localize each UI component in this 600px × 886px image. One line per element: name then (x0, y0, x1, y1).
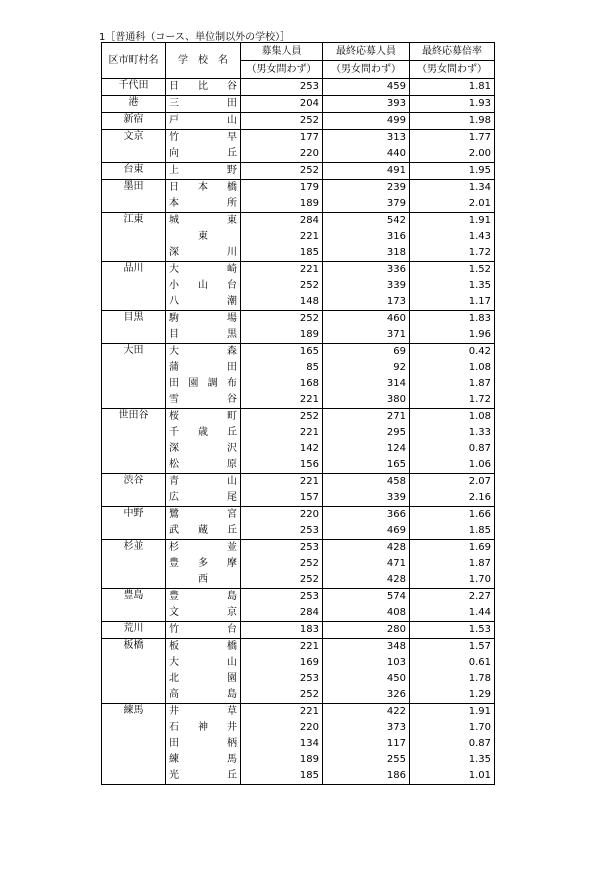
district-cell: 千代田 (102, 79, 166, 96)
ratio-cell: 0.61 (410, 655, 495, 671)
school-name-cell: 大山 (166, 655, 241, 671)
applicants-cell: 336 (323, 262, 410, 279)
table-row (102, 752, 495, 768)
capacity-cell: 189 (241, 752, 323, 768)
ratio-cell: 1.98 (410, 113, 495, 130)
ratio-cell: 1.87 (410, 556, 495, 572)
school-name-cell: 向丘 (166, 146, 241, 163)
table-row (102, 294, 495, 311)
school-name-cell: 光丘 (166, 768, 241, 785)
ratio-cell: 1.17 (410, 294, 495, 311)
ratio-cell: 0.42 (410, 344, 495, 361)
district-cell: 渋谷 (102, 474, 166, 491)
capacity-cell: 221 (241, 474, 323, 491)
table-row (102, 344, 495, 361)
applicants-cell: 491 (323, 163, 410, 180)
school-name-cell: 井草 (166, 704, 241, 721)
ratio-cell: 2.01 (410, 196, 495, 213)
ratio-cell: 2.07 (410, 474, 495, 491)
applicants-cell: 408 (323, 605, 410, 622)
table-row (102, 327, 495, 344)
table-row (102, 180, 495, 197)
school-name-cell: 東 (166, 229, 241, 245)
table-row (102, 720, 495, 736)
ratio-cell: 1.08 (410, 360, 495, 376)
school-name-cell: 大森 (166, 344, 241, 361)
table-header (102, 43, 495, 79)
school-name-cell: 練馬 (166, 752, 241, 768)
capacity-cell: 253 (241, 523, 323, 540)
applicants-cell: 92 (323, 360, 410, 376)
table-row (102, 376, 495, 392)
ratio-cell: 0.87 (410, 736, 495, 752)
capacity-cell: 284 (241, 213, 323, 230)
table-body (102, 79, 495, 785)
school-name-cell: 小山台 (166, 278, 241, 294)
table-row (102, 589, 495, 606)
applicants-cell: 428 (323, 572, 410, 589)
table-row (102, 540, 495, 557)
header-applicants: 最終応募人員 (323, 43, 410, 61)
capacity-cell: 252 (241, 409, 323, 426)
district-cell (102, 752, 166, 768)
school-name-cell: 豊多摩 (166, 556, 241, 572)
district-cell (102, 229, 166, 245)
district-cell (102, 671, 166, 687)
district-cell (102, 196, 166, 213)
applicants-cell: 450 (323, 671, 410, 687)
ratio-cell: 1.66 (410, 507, 495, 524)
applicants-cell: 371 (323, 327, 410, 344)
applicants-cell: 271 (323, 409, 410, 426)
table-row (102, 409, 495, 426)
ratio-cell: 1.29 (410, 687, 495, 704)
applicants-cell: 380 (323, 392, 410, 409)
district-cell: 杉並 (102, 540, 166, 557)
table-row (102, 605, 495, 622)
capacity-cell: 220 (241, 146, 323, 163)
capacity-cell: 252 (241, 113, 323, 130)
capacity-cell: 165 (241, 344, 323, 361)
ratio-cell: 1.77 (410, 130, 495, 147)
school-name-cell: 竹台 (166, 622, 241, 639)
ratio-cell: 1.93 (410, 96, 495, 113)
applicants-cell: 69 (323, 344, 410, 361)
district-cell: 板橋 (102, 639, 166, 656)
table-row (102, 474, 495, 491)
ratio-cell: 1.91 (410, 704, 495, 721)
ratio-cell: 2.00 (410, 146, 495, 163)
table-row (102, 360, 495, 376)
district-cell (102, 294, 166, 311)
applicants-cell: 440 (323, 146, 410, 163)
school-name-cell: 駒場 (166, 311, 241, 328)
table-row (102, 441, 495, 457)
capacity-cell: 252 (241, 556, 323, 572)
district-cell: 荒川 (102, 622, 166, 639)
applicants-cell: 318 (323, 245, 410, 262)
school-name-cell: 八潮 (166, 294, 241, 311)
school-name-cell: 北園 (166, 671, 241, 687)
district-cell: 墨田 (102, 180, 166, 197)
school-name-cell: 千歳丘 (166, 425, 241, 441)
applicants-cell: 366 (323, 507, 410, 524)
table-row (102, 262, 495, 279)
applicants-cell: 469 (323, 523, 410, 540)
table-row (102, 655, 495, 671)
capacity-cell: 221 (241, 229, 323, 245)
ratio-cell: 1.06 (410, 457, 495, 474)
applicants-cell: 471 (323, 556, 410, 572)
applicants-cell: 542 (323, 213, 410, 230)
capacity-cell: 134 (241, 736, 323, 752)
table-row (102, 311, 495, 328)
ratio-cell: 1.87 (410, 376, 495, 392)
capacity-cell: 253 (241, 589, 323, 606)
capacity-cell: 221 (241, 704, 323, 721)
table-row (102, 392, 495, 409)
capacity-cell: 253 (241, 671, 323, 687)
table-row (102, 213, 495, 230)
table-caption: 1［普通科（コース、単位制以外の学校）］ (99, 32, 291, 43)
district-cell: 豊島 (102, 589, 166, 606)
capacity-cell: 252 (241, 311, 323, 328)
school-name-cell: 高島 (166, 687, 241, 704)
table-row (102, 687, 495, 704)
ratio-cell: 1.33 (410, 425, 495, 441)
applicants-cell: 339 (323, 278, 410, 294)
district-cell: 中野 (102, 507, 166, 524)
ratio-cell: 1.43 (410, 229, 495, 245)
header-applicants-note: （男女問わず） (323, 61, 410, 79)
district-cell (102, 556, 166, 572)
applicants-cell: 280 (323, 622, 410, 639)
school-name-cell: 鷺宮 (166, 507, 241, 524)
school-name-cell: 戸山 (166, 113, 241, 130)
capacity-cell: 221 (241, 262, 323, 279)
ratio-cell: 1.57 (410, 639, 495, 656)
table-row (102, 278, 495, 294)
table-row (102, 79, 495, 96)
applicants-cell: 458 (323, 474, 410, 491)
ratio-cell: 1.96 (410, 327, 495, 344)
ratio-cell: 1.01 (410, 768, 495, 785)
school-name-cell: 豊島 (166, 589, 241, 606)
capacity-cell: 284 (241, 605, 323, 622)
applicants-cell: 428 (323, 540, 410, 557)
district-cell (102, 655, 166, 671)
table-row (102, 425, 495, 441)
school-name-cell: 田柄 (166, 736, 241, 752)
district-cell (102, 327, 166, 344)
applicants-cell: 373 (323, 720, 410, 736)
applicants-cell: 574 (323, 589, 410, 606)
applicants-cell: 124 (323, 441, 410, 457)
applicants-cell: 460 (323, 311, 410, 328)
capacity-cell: 156 (241, 457, 323, 474)
header-ratio-note: （男女問わず） (410, 61, 495, 79)
district-cell: 大田 (102, 344, 166, 361)
table-row (102, 622, 495, 639)
ratio-cell: 1.91 (410, 213, 495, 230)
district-cell: 品川 (102, 262, 166, 279)
school-name-cell: 日本橋 (166, 180, 241, 197)
table-row (102, 736, 495, 752)
school-name-cell: 西 (166, 572, 241, 589)
district-cell (102, 687, 166, 704)
ratio-cell: 1.34 (410, 180, 495, 197)
capacity-cell: 252 (241, 687, 323, 704)
table-row (102, 572, 495, 589)
table-row (102, 130, 495, 147)
capacity-cell: 204 (241, 96, 323, 113)
capacity-cell: 252 (241, 163, 323, 180)
table-row (102, 523, 495, 540)
school-name-cell: 竹早 (166, 130, 241, 147)
applicants-cell: 348 (323, 639, 410, 656)
district-cell (102, 146, 166, 163)
capacity-cell: 220 (241, 720, 323, 736)
district-cell (102, 572, 166, 589)
ratio-cell: 1.83 (410, 311, 495, 328)
ratio-cell: 2.16 (410, 490, 495, 507)
capacity-cell: 169 (241, 655, 323, 671)
capacity-cell: 189 (241, 196, 323, 213)
district-cell (102, 360, 166, 376)
ratio-cell: 1.08 (410, 409, 495, 426)
district-cell: 江東 (102, 213, 166, 230)
capacity-cell: 220 (241, 507, 323, 524)
ratio-cell: 1.81 (410, 79, 495, 96)
school-name-cell: 目黒 (166, 327, 241, 344)
applicants-cell: 314 (323, 376, 410, 392)
ratio-cell: 1.72 (410, 245, 495, 262)
header-ratio: 最終応募倍率 (410, 43, 495, 61)
school-name-cell: 蒲田 (166, 360, 241, 376)
applicants-cell: 186 (323, 768, 410, 785)
table-row (102, 639, 495, 656)
table-row (102, 146, 495, 163)
applicants-cell: 173 (323, 294, 410, 311)
capacity-cell: 185 (241, 768, 323, 785)
table-row (102, 113, 495, 130)
school-name-cell: 本所 (166, 196, 241, 213)
district-cell: 台東 (102, 163, 166, 180)
capacity-cell: 253 (241, 79, 323, 96)
school-name-cell: 大崎 (166, 262, 241, 279)
ratio-cell: 1.69 (410, 540, 495, 557)
table-row (102, 671, 495, 687)
school-name-cell: 上野 (166, 163, 241, 180)
applicants-cell: 103 (323, 655, 410, 671)
capacity-cell: 85 (241, 360, 323, 376)
table-row (102, 245, 495, 262)
applicants-cell: 326 (323, 687, 410, 704)
table-row (102, 768, 495, 785)
ratio-cell: 1.52 (410, 262, 495, 279)
ratio-cell: 1.35 (410, 278, 495, 294)
capacity-cell: 142 (241, 441, 323, 457)
applicants-cell: 295 (323, 425, 410, 441)
district-cell: 目黒 (102, 311, 166, 328)
table-row (102, 704, 495, 721)
ratio-cell: 1.78 (410, 671, 495, 687)
district-cell (102, 768, 166, 785)
school-name-cell: 武蔵丘 (166, 523, 241, 540)
header-capacity-note: （男女問わず） (241, 61, 323, 79)
district-cell (102, 457, 166, 474)
district-cell (102, 720, 166, 736)
capacity-cell: 157 (241, 490, 323, 507)
header-district: 区市町村名 (102, 43, 166, 79)
district-cell: 港 (102, 96, 166, 113)
table-row (102, 457, 495, 474)
school-name-cell: 雪谷 (166, 392, 241, 409)
capacity-cell: 189 (241, 327, 323, 344)
capacity-cell: 177 (241, 130, 323, 147)
applicants-cell: 117 (323, 736, 410, 752)
district-cell (102, 490, 166, 507)
district-cell: 練馬 (102, 704, 166, 721)
ratio-cell: 1.85 (410, 523, 495, 540)
capacity-cell: 168 (241, 376, 323, 392)
applicants-cell: 393 (323, 96, 410, 113)
district-cell (102, 278, 166, 294)
school-name-cell: 深川 (166, 245, 241, 262)
district-cell (102, 441, 166, 457)
table-row (102, 556, 495, 572)
school-name-cell: 深沢 (166, 441, 241, 457)
table-row (102, 96, 495, 113)
school-name-cell: 石神井 (166, 720, 241, 736)
ratio-cell: 1.95 (410, 163, 495, 180)
district-cell: 世田谷 (102, 409, 166, 426)
ratio-cell: 1.53 (410, 622, 495, 639)
capacity-cell: 252 (241, 278, 323, 294)
district-cell (102, 425, 166, 441)
district-cell (102, 736, 166, 752)
applicants-cell: 313 (323, 130, 410, 147)
district-cell (102, 376, 166, 392)
ratio-cell: 1.72 (410, 392, 495, 409)
header-capacity: 募集人員 (241, 43, 323, 61)
district-cell: 新宿 (102, 113, 166, 130)
table-row (102, 507, 495, 524)
school-name-cell: 日比谷 (166, 79, 241, 96)
table-row (102, 229, 495, 245)
school-name-cell: 田園調布 (166, 376, 241, 392)
applicants-cell: 499 (323, 113, 410, 130)
ratio-cell: 1.70 (410, 720, 495, 736)
applicants-cell: 316 (323, 229, 410, 245)
applicants-cell: 422 (323, 704, 410, 721)
applicants-cell: 459 (323, 79, 410, 96)
applicants-cell: 239 (323, 180, 410, 197)
capacity-cell: 185 (241, 245, 323, 262)
district-cell (102, 392, 166, 409)
capacity-cell: 221 (241, 425, 323, 441)
applicants-cell: 379 (323, 196, 410, 213)
school-name-cell: 桜町 (166, 409, 241, 426)
ratio-cell: 2.27 (410, 589, 495, 606)
district-cell (102, 245, 166, 262)
school-name-cell: 板橋 (166, 639, 241, 656)
capacity-cell: 148 (241, 294, 323, 311)
capacity-cell: 253 (241, 540, 323, 557)
header-school: 学 校 名 (166, 43, 241, 79)
table-row (102, 196, 495, 213)
admission-table (101, 42, 495, 785)
capacity-cell: 179 (241, 180, 323, 197)
school-name-cell: 文京 (166, 605, 241, 622)
applicants-cell: 339 (323, 490, 410, 507)
school-name-cell: 広尾 (166, 490, 241, 507)
ratio-cell: 0.87 (410, 441, 495, 457)
school-name-cell: 三田 (166, 96, 241, 113)
district-cell: 文京 (102, 130, 166, 147)
table-row (102, 163, 495, 180)
district-cell (102, 605, 166, 622)
applicants-cell: 255 (323, 752, 410, 768)
school-name-cell: 城東 (166, 213, 241, 230)
ratio-cell: 1.44 (410, 605, 495, 622)
capacity-cell: 183 (241, 622, 323, 639)
table-row (102, 490, 495, 507)
school-name-cell: 青山 (166, 474, 241, 491)
ratio-cell: 1.70 (410, 572, 495, 589)
school-name-cell: 杉並 (166, 540, 241, 557)
district-cell (102, 523, 166, 540)
capacity-cell: 252 (241, 572, 323, 589)
capacity-cell: 221 (241, 392, 323, 409)
school-name-cell: 松原 (166, 457, 241, 474)
capacity-cell: 221 (241, 639, 323, 656)
ratio-cell: 1.35 (410, 752, 495, 768)
applicants-cell: 165 (323, 457, 410, 474)
